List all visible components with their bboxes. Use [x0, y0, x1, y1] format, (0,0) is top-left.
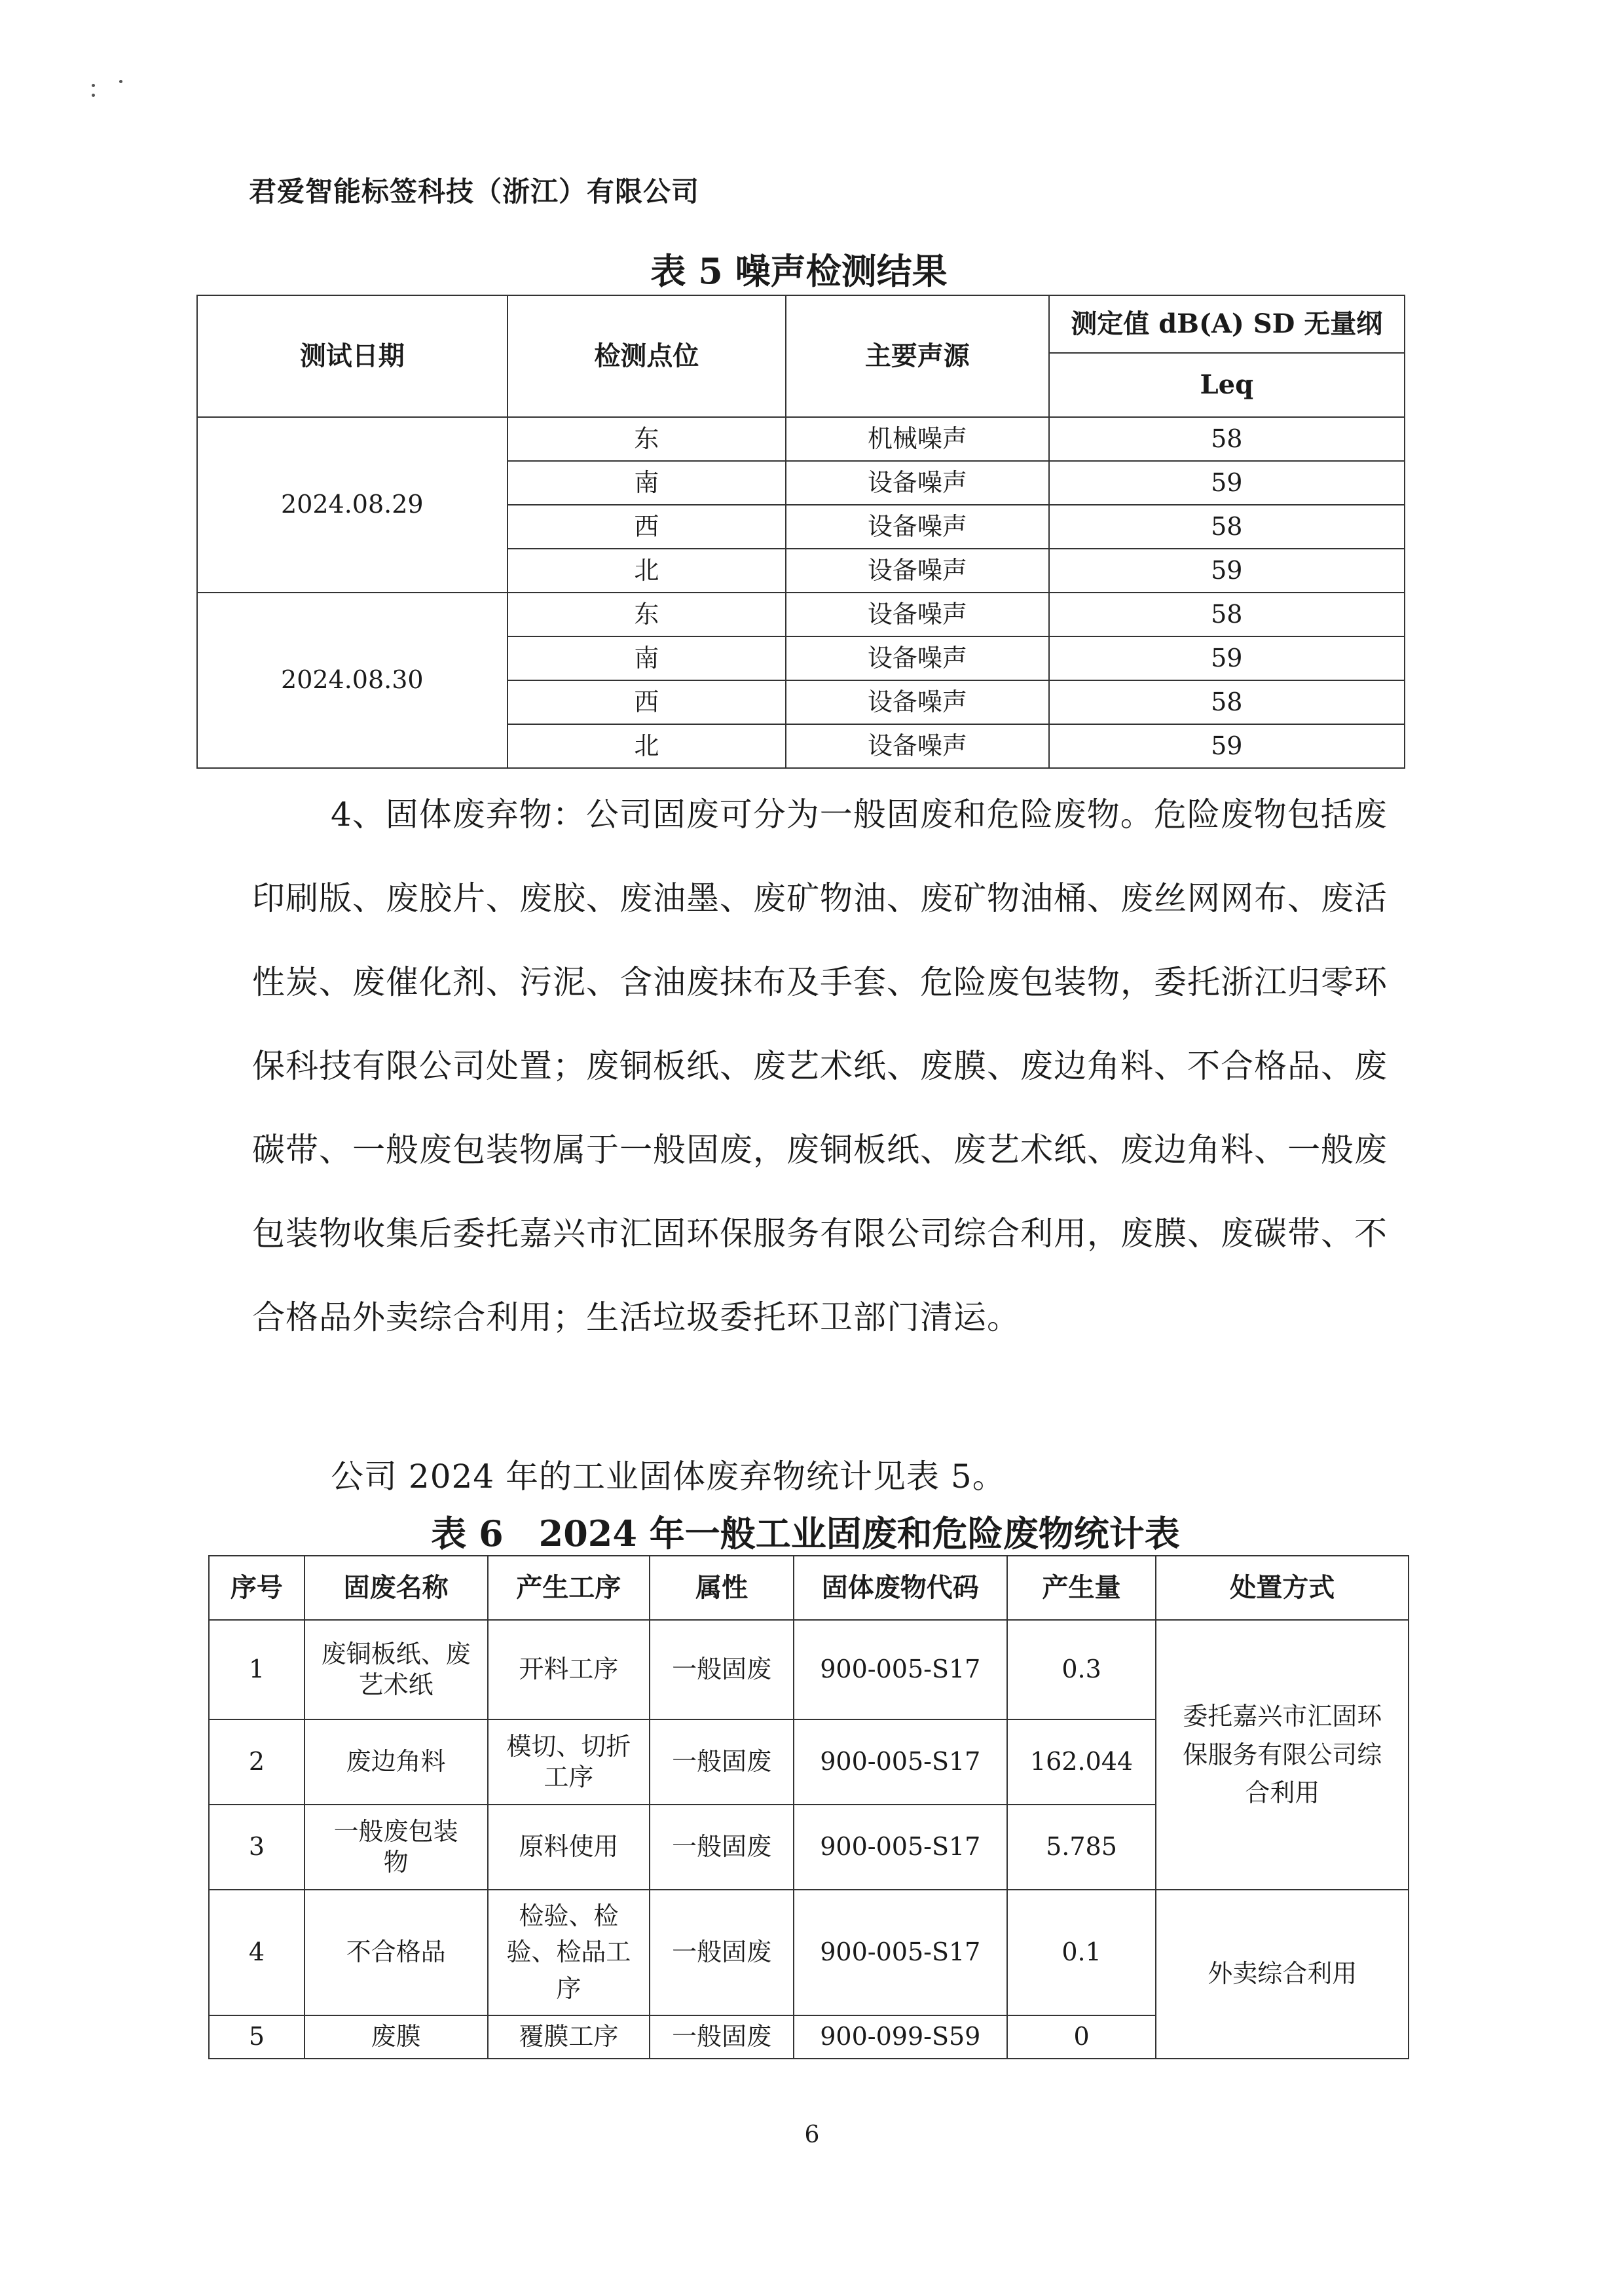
amount-cell: 0.1: [1007, 1890, 1156, 2015]
point-cell: 东: [507, 417, 786, 461]
header-test-date: 测试日期: [197, 295, 507, 417]
name-cell: 废边角料: [304, 1719, 488, 1805]
no-cell: 5: [209, 2015, 304, 2059]
amount-cell: 162.044: [1007, 1719, 1156, 1805]
source-cell: 设备噪声: [786, 724, 1048, 768]
stat-note-paragraph: 公司 2024 年的工业固体废弃物统计见表 5。: [331, 1458, 1006, 1496]
source-cell: 设备噪声: [786, 593, 1048, 636]
point-cell: 东: [507, 593, 786, 636]
code-cell: 900-005-S17: [794, 1719, 1007, 1805]
company-header: 君爱智能标签科技（浙江）有限公司: [249, 175, 700, 208]
name-cell: 废铜板纸、废艺术纸: [304, 1620, 488, 1719]
header-measured: 测定值 dB(A) SD 无量纲: [1049, 295, 1405, 353]
date-cell: 2024.08.30: [197, 593, 507, 768]
col-header-amount: 产生量: [1007, 1556, 1156, 1620]
scan-speck: [92, 94, 95, 97]
code-cell: 900-005-S17: [794, 1805, 1007, 1890]
leq-cell: 59: [1049, 724, 1405, 768]
leq-cell: 58: [1049, 417, 1405, 461]
attr-cell: 一般固废: [650, 2015, 794, 2059]
col-header-code: 固体废物代码: [794, 1556, 1007, 1620]
table5-title: 表 5 噪声检测结果: [650, 250, 948, 292]
point-cell: 南: [507, 461, 786, 505]
disposal-cell: 外卖综合利用: [1156, 1890, 1409, 2059]
leq-cell: 59: [1049, 461, 1405, 505]
attr-cell: 一般固废: [650, 1890, 794, 2015]
col-header-disposal: 处置方式: [1156, 1556, 1409, 1620]
source-cell: 设备噪声: [786, 680, 1048, 724]
point-cell: 南: [507, 636, 786, 680]
noise-table: [196, 295, 1405, 769]
name-cell: 不合格品: [304, 1890, 488, 2015]
attr-cell: 一般固废: [650, 1805, 794, 1890]
code-cell: 900-099-S59: [794, 2015, 1007, 2059]
point-cell: 北: [507, 724, 786, 768]
process-cell: 开料工序: [488, 1620, 650, 1719]
process-cell: 原料使用: [488, 1805, 650, 1890]
process-cell: 检验、检验、检品工序: [488, 1890, 650, 2015]
header-source: 主要声源: [786, 295, 1048, 417]
col-header-process: 产生工序: [488, 1556, 650, 1620]
table6-title: 表 6 2024 年一般工业固废和危险废物统计表: [431, 1513, 1180, 1554]
scan-speck: [119, 80, 122, 83]
no-cell: 4: [209, 1890, 304, 2015]
amount-cell: 0: [1007, 2015, 1156, 2059]
col-header-attr: 属性: [650, 1556, 794, 1620]
col-header-no: 序号: [209, 1556, 304, 1620]
col-header-name: 固废名称: [304, 1556, 488, 1620]
header-leq: Leq: [1049, 353, 1405, 417]
solid-waste-paragraph: 4、固体废弃物：公司固废可分为一般固废和危险废物。危险废物包括废印刷版、废胶片、废胶、废油墨、废矿物油、废矿物油桶、废丝网网布、废活性炭、废催化剂、污泥、含油废抹布及手套、危险废包装物，委托浙江归零环保科技有限公司处置；废铜板纸、废艺术纸、废膜、废边角料、不合格品、废碳带、一般废包装物属于一般固废，废铜板纸、废艺术纸、废边角料、一般废包装物收集后委托嘉兴市汇固环保服务有限公司综合利用，废膜、废碳带、不合格品外卖综合利用；生活垃圾委托环卫部门清运。: [252, 796, 1388, 1336]
disposal-cell: 委托嘉兴市汇固环保服务有限公司综合利用: [1156, 1620, 1409, 1890]
no-cell: 3: [209, 1805, 304, 1890]
attr-cell: 一般固废: [650, 1719, 794, 1805]
leq-cell: 58: [1049, 680, 1405, 724]
header-point: 检测点位: [507, 295, 786, 417]
amount-cell: 0.3: [1007, 1620, 1156, 1719]
no-cell: 2: [209, 1719, 304, 1805]
point-cell: 西: [507, 505, 786, 549]
leq-cell: 59: [1049, 636, 1405, 680]
process-cell: 模切、切折工序: [488, 1719, 650, 1805]
code-cell: 900-005-S17: [794, 1890, 1007, 2015]
point-cell: 西: [507, 680, 786, 724]
source-cell: 设备噪声: [786, 505, 1048, 549]
process-cell: 覆膜工序: [488, 2015, 650, 2059]
page-number: 6: [804, 2121, 820, 2148]
leq-cell: 58: [1049, 593, 1405, 636]
point-cell: 北: [507, 549, 786, 593]
source-cell: 机械噪声: [786, 417, 1048, 461]
name-cell: 一般废包装物: [304, 1805, 488, 1890]
scan-speck: [92, 84, 95, 87]
waste-stat-table: [208, 1555, 1409, 2059]
leq-cell: 58: [1049, 505, 1405, 549]
source-cell: 设备噪声: [786, 636, 1048, 680]
code-cell: 900-005-S17: [794, 1620, 1007, 1719]
no-cell: 1: [209, 1620, 304, 1719]
amount-cell: 5.785: [1007, 1805, 1156, 1890]
date-cell: 2024.08.29: [197, 417, 507, 593]
source-cell: 设备噪声: [786, 549, 1048, 593]
leq-cell: 59: [1049, 549, 1405, 593]
name-cell: 废膜: [304, 2015, 488, 2059]
attr-cell: 一般固废: [650, 1620, 794, 1719]
source-cell: 设备噪声: [786, 461, 1048, 505]
